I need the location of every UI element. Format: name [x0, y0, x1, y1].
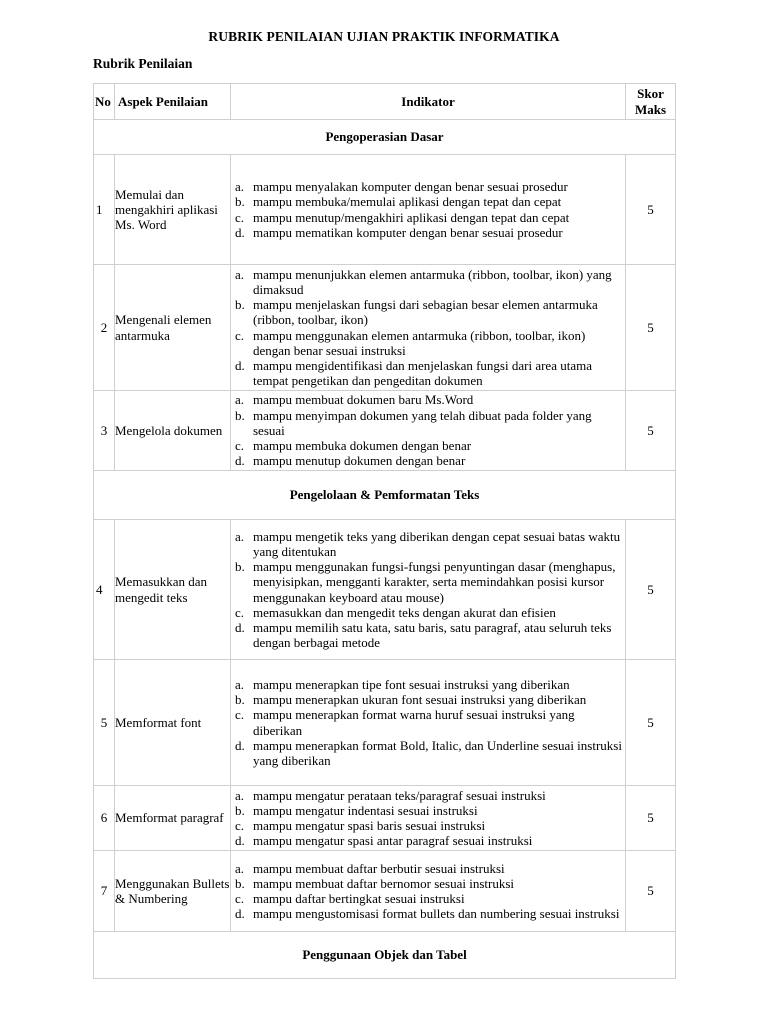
list-item — [235, 861, 623, 876]
list-text: mampu mematikan komputer dengan benar sesuai prosedur — [253, 224, 563, 240]
indikator-list — [231, 529, 625, 651]
skor-cell: 5 — [626, 520, 676, 660]
indikator-list — [231, 861, 625, 922]
list-marker: b. — [235, 875, 245, 891]
indikator-list — [231, 677, 625, 768]
skor-cell: 5 — [626, 786, 676, 851]
list-text: mampu menerapkan format warna huruf sesuai instruksi yang diberikan — [253, 707, 575, 738]
list-text: mampu mengetik teks yang diberikan dengan cepat sesuai batas waktu yang ditentukan — [253, 528, 621, 559]
list-marker: c. — [235, 327, 245, 343]
indikator-list — [231, 392, 625, 468]
list-marker: d. — [235, 906, 245, 922]
indikator-cell — [231, 520, 626, 660]
aspek-cell: Memulai dan mengakhiri aplikasi Ms. Word — [115, 155, 231, 265]
list-marker: b. — [235, 407, 245, 423]
list-text: mampu mengidentifikasi dan menjelaskan fungsi dari area utama tempat pengetikan dan pengeditan dokumen — [253, 357, 592, 389]
list-text: mampu membuka dokumen dengan benar — [253, 438, 472, 454]
list-text: mampu membuat daftar berbutir sesuai instruksi — [253, 860, 505, 876]
list-item — [235, 620, 623, 650]
aspek-cell: Memasukkan dan mengedit teks — [115, 520, 231, 660]
skor-cell: 5 — [626, 265, 676, 391]
list-item — [235, 210, 623, 225]
list-item — [235, 194, 623, 209]
indikator-list — [231, 179, 625, 240]
list-text: mampu menerapkan ukuran font sesuai instruksi yang diberikan — [253, 692, 587, 708]
list-marker: a. — [235, 266, 245, 282]
skor-cell: 5 — [626, 155, 676, 265]
list-item — [235, 328, 623, 358]
list-marker: c. — [235, 438, 245, 454]
list-text: mampu menggunakan fungsi-fungsi penyuntingan dasar (menghapus, menyisipkan, mengganti karakter, serta memindahkan posisi kursor menggunakan keyboard atau mouse) — [253, 559, 616, 605]
list-text: mampu menggunakan elemen antarmuka (ribbon, toolbar, ikon) dengan benar sesuai instruksi — [253, 327, 586, 358]
list-text: mampu mengatur spasi antar paragraf sesuai instruksi — [253, 833, 533, 849]
list-item — [235, 692, 623, 707]
list-marker: a. — [235, 528, 245, 544]
aspek-cell: Memformat paragraf — [115, 786, 231, 851]
list-text: mampu menunjukkan elemen antarmuka (ribbon, toolbar, ikon) yang dimaksud — [253, 266, 612, 297]
list-item — [235, 559, 623, 605]
list-marker: c. — [235, 604, 245, 620]
list-item — [235, 453, 623, 468]
list-item — [235, 438, 623, 453]
list-marker: a. — [235, 676, 245, 692]
rubric-label: Rubrik Penilaian — [93, 56, 193, 71]
section-row — [94, 471, 676, 520]
list-marker: a. — [235, 392, 245, 408]
list-text: memasukkan dan mengedit teks dengan akurat dan efisien — [253, 604, 556, 620]
row-number: 1 — [94, 155, 115, 265]
row-number: 2 — [94, 265, 115, 391]
list-item — [235, 818, 623, 833]
aspek-cell: Mengelola dokumen — [115, 391, 231, 471]
table-row — [94, 520, 676, 660]
section-title: Pengoperasian Dasar — [94, 120, 676, 155]
row-number: 3 — [94, 391, 115, 471]
list-text: mampu mengatur perataan teks/paragraf sesuai instruksi — [253, 787, 546, 803]
list-text: mampu menerapkan tipe font sesuai instruksi yang diberikan — [253, 676, 570, 692]
skor-cell: 5 — [626, 851, 676, 932]
section-title: Pengelolaan & Pemformatan Teks — [94, 471, 676, 520]
header-skor: Skor Maks — [626, 84, 676, 120]
list-text: mampu mengustomisasi format bullets dan numbering sesuai instruksi — [253, 906, 620, 922]
list-text: mampu membuka/memulai aplikasi dengan tepat dan cepat — [253, 194, 562, 210]
header-aspek: Aspek Penilaian — [115, 84, 231, 120]
list-text: mampu menyimpan dokumen yang telah dibuat pada folder yang sesuai — [253, 407, 592, 438]
list-item — [235, 408, 623, 438]
list-marker: d. — [235, 833, 245, 849]
list-marker: d. — [235, 619, 245, 635]
list-text: mampu membuat daftar bernomor sesuai instruksi — [253, 875, 515, 891]
table-row — [94, 391, 676, 471]
list-marker: a. — [235, 860, 245, 876]
list-marker: d. — [235, 737, 245, 753]
list-text: mampu menerapkan format Bold, Italic, dan Underline sesuai instruksi yang diberikan — [253, 737, 622, 768]
list-marker: d. — [235, 357, 245, 373]
list-text: mampu memilih satu kata, satu baris, satu paragraf, atau seluruh teks dengan berbagai metode — [253, 619, 612, 651]
list-item — [235, 906, 623, 921]
aspek-cell: Menggunakan Bullets & Numbering — [115, 851, 231, 932]
list-item — [235, 833, 623, 848]
section-row — [94, 932, 676, 979]
list-item — [235, 179, 623, 194]
table-row — [94, 851, 676, 932]
indikator-list — [231, 788, 625, 849]
list-marker: d. — [235, 224, 245, 240]
list-marker: c. — [235, 707, 245, 723]
list-item — [235, 738, 623, 768]
aspek-cell: Memformat font — [115, 660, 231, 786]
row-number: 6 — [94, 786, 115, 851]
indikator-cell — [231, 391, 626, 471]
indikator-cell — [231, 851, 626, 932]
list-marker: c. — [235, 209, 245, 225]
row-number: 4 — [94, 520, 115, 660]
indikator-cell — [231, 155, 626, 265]
list-item — [235, 803, 623, 818]
row-number: 5 — [94, 660, 115, 786]
rubric-table — [93, 83, 676, 979]
document-title: RUBRIK PENILAIAN UJIAN PRAKTIK INFORMATIKA — [208, 29, 560, 44]
table-row — [94, 265, 676, 391]
table-row — [94, 786, 676, 851]
list-marker: a. — [235, 787, 245, 803]
indikator-cell — [231, 660, 626, 786]
header-no: No — [94, 84, 115, 120]
list-text: mampu membuat dokumen baru Ms.Word — [253, 392, 474, 408]
list-text: mampu mengatur spasi baris sesuai instruksi — [253, 818, 486, 833]
indikator-list — [231, 267, 625, 389]
table-row — [94, 155, 676, 265]
list-marker: b. — [235, 297, 245, 313]
list-item — [235, 267, 623, 297]
list-marker: b. — [235, 802, 245, 818]
list-text: mampu menjelaskan fungsi dari sebagian besar elemen antarmuka (ribbon, toolbar, ikon) — [253, 297, 598, 328]
list-item — [235, 891, 623, 906]
list-item — [235, 297, 623, 327]
list-marker: a. — [235, 179, 245, 195]
list-text: mampu daftar bertingkat sesuai instruksi — [253, 891, 465, 906]
table-row — [94, 660, 676, 786]
indikator-cell — [231, 265, 626, 391]
list-item — [235, 392, 623, 407]
list-marker: b. — [235, 559, 245, 575]
list-item — [235, 707, 623, 737]
list-marker: b. — [235, 194, 245, 210]
list-marker: b. — [235, 692, 245, 708]
list-marker: c. — [235, 818, 245, 833]
list-marker: d. — [235, 453, 245, 469]
section-title: Penggunaan Objek dan Tabel — [94, 932, 676, 979]
list-item — [235, 677, 623, 692]
list-marker: c. — [235, 891, 245, 906]
list-item — [235, 876, 623, 891]
list-text: mampu mengatur indentasi sesuai instruksi — [253, 802, 478, 818]
skor-cell: 5 — [626, 660, 676, 786]
list-text: mampu menutup/mengakhiri aplikasi dengan tepat dan cepat — [253, 209, 570, 225]
header-indikator: Indikator — [231, 84, 626, 120]
list-item — [235, 788, 623, 803]
list-item — [235, 529, 623, 559]
skor-cell: 5 — [626, 391, 676, 471]
row-number: 7 — [94, 851, 115, 932]
list-text: mampu menutup dokumen dengan benar — [253, 453, 466, 469]
list-text: mampu menyalakan komputer dengan benar sesuai prosedur — [253, 179, 568, 195]
list-item — [235, 225, 623, 240]
section-row — [94, 120, 676, 155]
table-header-row — [94, 84, 676, 120]
indikator-cell — [231, 786, 626, 851]
aspek-cell: Mengenali elemen antarmuka — [115, 265, 231, 391]
list-item — [235, 605, 623, 620]
rubric-body — [94, 120, 676, 979]
list-item — [235, 358, 623, 388]
